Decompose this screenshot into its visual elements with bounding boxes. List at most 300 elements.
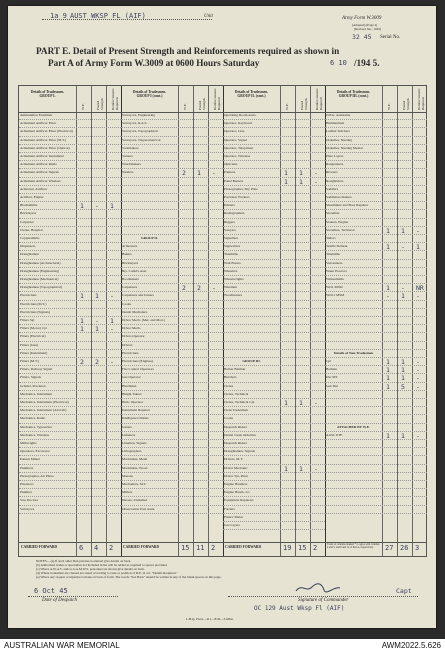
table-row <box>325 292 427 300</box>
trade-label: Woodturners <box>224 293 242 298</box>
trade-label: Mechanics, Instrument (Aircraft) <box>20 408 67 413</box>
table-row <box>121 489 223 497</box>
trade-label: Fitters, Railway Signal <box>20 367 53 372</box>
cell-we: 1 <box>386 382 390 391</box>
table-row <box>223 399 325 407</box>
trade-label: Bricklayers <box>20 211 37 216</box>
cell-posted: - <box>95 317 99 325</box>
notes-block <box>36 559 421 579</box>
trade-label: Nurses, Unskilled <box>122 498 148 503</box>
trade-label: Equipment Repairers <box>224 498 254 503</box>
cell-required: - <box>314 177 318 186</box>
row-rule <box>223 529 325 530</box>
form-revised: (Revised Jan., 1945) <box>354 27 382 31</box>
table-row <box>19 284 121 292</box>
trade-label: Mechanics, Instrument (Electrical) <box>20 400 69 404</box>
table-row <box>19 219 121 227</box>
column-header-details <box>121 90 178 98</box>
table-row <box>223 284 325 292</box>
table-row <box>223 473 325 481</box>
carried-forward-label: Totals of columns marked * to agree with columns 4 and 5, and 6 and 12 of Part A, respectively. <box>327 543 380 549</box>
table-row <box>121 178 223 186</box>
trade-label: Stokers, Engine <box>326 219 349 224</box>
form-adapted: (Adapted) (Page 2) <box>352 23 378 27</box>
trade-label: Photographer, Dry Plate <box>224 186 258 191</box>
table-row <box>325 145 427 153</box>
table-row <box>19 210 121 218</box>
cell-posted: 1 <box>401 292 405 301</box>
trade-label: Gen Dut <box>326 383 338 388</box>
trade-label: Welders <box>122 170 134 175</box>
table-row <box>19 243 121 251</box>
trade-label: Tinsmiths <box>224 252 238 257</box>
cell-required: 1 <box>416 243 420 252</box>
table-row <box>121 235 223 243</box>
trade-label: Fitters' Mates <box>224 514 244 519</box>
column-header-we: W.E. <box>387 103 391 110</box>
trade-label: Batman <box>326 367 337 372</box>
form-name: Army Form W.3009 <box>342 16 382 21</box>
trade-label: Armament Artificer Fitter (Electrical) <box>20 129 73 134</box>
trade-label: GROUP II. <box>141 236 158 240</box>
table-row <box>121 497 223 505</box>
trade-label: Armourer, Artificer <box>20 186 48 191</box>
table-row <box>19 227 121 235</box>
cell-posted: - <box>95 202 99 211</box>
total-value: 2 <box>109 544 114 552</box>
trade-label: Saddlers <box>326 186 339 191</box>
unit-underline <box>42 19 212 20</box>
cell-posted: 1 <box>95 325 99 334</box>
despatch-underline <box>28 596 118 597</box>
trade-label: Signallers <box>224 236 238 240</box>
cell-required: - <box>314 169 318 178</box>
cell-we: 1 <box>386 243 390 252</box>
table-row <box>121 210 223 218</box>
column-header-posted: Posted Strength. <box>402 97 410 110</box>
trade-label: Fitters Sgt <box>20 318 35 322</box>
table-row <box>223 260 325 268</box>
trade-label: Driver Mechanic <box>224 465 248 470</box>
table-row <box>325 473 427 481</box>
trade-label: Mechanics, Wireless <box>20 432 49 437</box>
total-value: 2 <box>313 544 318 552</box>
column-header-details <box>19 90 76 98</box>
trade-label: Coppersmiths <box>20 236 40 240</box>
table-row <box>325 202 427 210</box>
trade-label: Driver Mech. (Met. and Mod.) <box>122 318 165 322</box>
table-row <box>121 292 223 300</box>
table-row <box>325 424 427 432</box>
trade-label: Draughtsmen <box>20 252 39 257</box>
cell-we: 1 <box>284 169 288 178</box>
trade-label: Driver-Operator <box>122 334 145 339</box>
trade-label: Draughtsmen, Signals <box>224 449 255 454</box>
trade-label: Carpenters <box>122 285 138 290</box>
carried-forward-label: CARRIED FORWARD <box>225 545 262 549</box>
table-row <box>19 112 121 120</box>
trade-label: Storemen, Technical <box>326 227 355 232</box>
table-row <box>19 374 121 382</box>
column-header-posted: Posted Strength. <box>300 97 308 110</box>
cell-required: - <box>110 358 114 366</box>
cell-required: NR <box>416 284 424 293</box>
trade-label: Dental Mechanics <box>122 309 148 314</box>
signature-underline <box>228 596 418 597</box>
table-row <box>223 489 325 497</box>
total-value: 3 <box>415 544 420 552</box>
table-row <box>325 194 427 202</box>
trade-label: Tinsmiths <box>326 252 340 257</box>
printer-imprint: L.H.Q. Press—411—8/45—3120m. <box>186 617 234 621</box>
trade-label: Mechanics, Instrument <box>20 391 53 396</box>
table-row <box>223 178 325 186</box>
table-row <box>223 333 325 341</box>
trade-label: AASC PTE <box>326 432 343 437</box>
unit-number: 1a 9 <box>50 12 67 20</box>
table-row <box>223 251 325 259</box>
table-row <box>223 112 325 120</box>
table-row <box>325 465 427 473</box>
signature-label: Signature of Commander <box>298 598 349 603</box>
table-row <box>19 506 121 514</box>
cell-required: - <box>416 226 420 235</box>
trade-label: Painters <box>224 170 236 175</box>
table-row <box>19 292 121 300</box>
cell-we: 1 <box>284 177 288 186</box>
table-row <box>325 432 427 440</box>
cell-required: - <box>416 382 420 391</box>
trade-label: Millers <box>122 490 133 495</box>
table-row <box>19 260 121 268</box>
trade-label: Drivers, M.T. <box>224 457 243 462</box>
cell-required: - <box>416 292 420 301</box>
trade-label: Electricians <box>20 293 37 298</box>
table-row <box>121 161 223 169</box>
cell-we: 1 <box>80 202 84 211</box>
trade-label: Rangetakers <box>326 162 344 167</box>
trade-label: Armament Artificer Fitter (Optical) <box>20 145 70 150</box>
trade-label: Hollo Operator <box>122 400 144 404</box>
trade-label: Dispensers <box>20 244 36 249</box>
table-row <box>121 399 223 407</box>
table-row <box>223 350 325 358</box>
column-header-posted: Posted Strength. <box>96 97 104 110</box>
table-row <box>19 301 121 309</box>
total-value: 27 <box>385 544 394 552</box>
trade-label: Machinists, Wood <box>122 465 148 470</box>
trade-label: Fitters (Instrument) <box>20 350 48 355</box>
cell-required: - <box>416 358 420 366</box>
trade-label: WO11 MSM <box>326 293 345 298</box>
table-row <box>121 415 223 423</box>
cell-posted: 1 <box>299 399 303 407</box>
column-header-we: W.E. <box>285 103 289 110</box>
trade-label: Wheelers <box>224 268 238 273</box>
table-row <box>121 391 223 399</box>
cell-we: 1 <box>386 358 390 366</box>
cell-required: - <box>212 169 216 178</box>
trade-label: Operator, Signal <box>224 137 247 142</box>
trade-label: Saw Doctors <box>20 498 38 503</box>
trade-label: Hatchmen <box>122 383 137 388</box>
table-row <box>223 120 325 128</box>
table-row <box>325 153 427 161</box>
table-row <box>121 145 223 153</box>
table-row <box>121 309 223 317</box>
trade-label: Pattern Maker <box>20 457 40 462</box>
cell-posted: 1 <box>401 366 405 375</box>
table-row <box>121 219 223 227</box>
trade-label: Operator, Line <box>224 129 245 134</box>
trade-label: Printers <box>224 203 235 208</box>
cell-posted: 1 <box>299 464 303 473</box>
trade-label: Ammunition Examiner <box>20 113 53 117</box>
cell-we: 2 <box>182 284 186 293</box>
trade-label: Clerks, Hospital <box>20 227 43 232</box>
table-row <box>121 120 223 128</box>
trade-label: Engine Hands, I.C. <box>224 490 251 495</box>
cell-posted: 2 <box>95 358 99 366</box>
table-row <box>19 268 121 276</box>
table-row <box>223 325 325 333</box>
trade-label: Turners <box>122 154 133 158</box>
table-row <box>223 440 325 448</box>
trade-label: Clerks, Technical Cpl <box>224 400 255 404</box>
table-row <box>19 456 121 464</box>
table-row <box>223 128 325 136</box>
table-row <box>121 112 223 120</box>
trade-label: Cpl <box>326 359 332 363</box>
trade-label: Surveyors, R.A.S. <box>122 121 148 126</box>
table-row <box>223 481 325 489</box>
trade-label: Draughtsmen (Mechanical) <box>20 277 59 281</box>
trade-label: Photographer, Air Photo <box>20 473 54 478</box>
table-row <box>121 227 223 235</box>
trade-label: Intelligence Duties <box>122 416 149 421</box>
table-row <box>121 137 223 145</box>
table-row <box>223 317 325 325</box>
trade-label: Farriers <box>224 506 235 511</box>
trade-label: Despatch Riders <box>224 441 248 445</box>
table-row <box>325 415 427 423</box>
table-row <box>121 407 223 415</box>
trade-label: GROUP III. <box>242 359 261 363</box>
cell-required: - <box>110 292 114 301</box>
table-row <box>325 235 427 243</box>
table-row <box>223 497 325 505</box>
table-row <box>19 366 121 374</box>
trade-label: Artificer, Engine <box>20 195 44 199</box>
table-row <box>121 276 223 284</box>
trade-label: Electricians <box>122 350 139 355</box>
header-group-text: GROUP II. (cont.) <box>237 94 266 99</box>
table-row <box>121 473 223 481</box>
table-row <box>121 374 223 382</box>
trade-label: Roughriders <box>326 178 344 183</box>
cell-we: 1 <box>386 366 390 375</box>
table-row <box>121 333 223 341</box>
cell-posted: 1 <box>299 177 303 186</box>
cell-we: 1 <box>386 374 390 383</box>
cell-posted: 1 <box>401 374 405 383</box>
header-group-text: GROUP III. (cont.) <box>338 94 369 99</box>
header-group-text: GROUP I. <box>39 94 56 99</box>
trade-label: Saddletree makers <box>326 195 352 199</box>
cell-we: 2 <box>182 169 186 178</box>
trade-label: Orderlies, Nursing Mental <box>326 145 363 150</box>
note-d: (d) Where tradesmen are classed are stated according to rates or position of R.E. in col. "Details Required." <box>36 571 178 575</box>
column-header-required: Reinforcements Required. <box>417 88 425 110</box>
table-row <box>19 169 121 177</box>
table-row <box>325 440 427 448</box>
trade-label: Surveyors <box>20 506 35 511</box>
table-row <box>19 194 121 202</box>
trade-label: Watchmakers <box>122 162 141 167</box>
unit-label: Unit <box>204 14 213 19</box>
table-row <box>19 342 121 350</box>
column-header-we: W.E. <box>183 103 187 110</box>
table-row <box>325 120 427 128</box>
table-row <box>325 186 427 194</box>
trade-label: Textile Deftask <box>326 244 348 249</box>
column-header-we: W.E. <box>81 103 85 110</box>
table-row <box>19 317 121 325</box>
table-row <box>223 153 325 161</box>
trade-label: Operating Room Assts. <box>224 113 257 117</box>
column-header-details <box>223 90 280 98</box>
table-row <box>223 227 325 235</box>
total-value: 15 <box>298 544 307 552</box>
trade-label: Machinists, Metal <box>122 457 148 462</box>
trade-label: Limeners <box>122 432 136 437</box>
trade-label: Electricians (M.T.) <box>20 301 47 306</box>
trade-label: Linemen, Signals <box>122 441 147 445</box>
table-row <box>19 235 121 243</box>
trade-label: Operators, Excavator <box>20 449 50 454</box>
table-row <box>223 456 325 464</box>
trade-label: Bootmakers <box>122 277 139 281</box>
table-row <box>19 350 121 358</box>
caption-right: AWM2022.5.626 <box>381 641 441 650</box>
trade-label: Precision Workers <box>224 195 250 199</box>
table-row <box>325 309 427 317</box>
trade-label: Opticians <box>224 162 238 167</box>
cell-required: - <box>212 284 216 293</box>
despatch-date: 6 Oct 45 <box>34 587 68 595</box>
total-value: 2 <box>211 544 216 552</box>
carried-forward-label: CARRIED FORWARD <box>123 545 160 549</box>
trade-label: Lithographers <box>122 449 142 454</box>
strength-table <box>18 85 427 557</box>
table-row <box>121 465 223 473</box>
serial-label: Serial No. <box>380 35 401 40</box>
trade-label: O.P.G. Assistants <box>326 113 351 117</box>
table-row <box>325 161 427 169</box>
trade-label: Cooks <box>224 416 233 421</box>
table-row <box>19 186 121 194</box>
table-row <box>19 383 121 391</box>
table-row <box>121 350 223 358</box>
trade-label: Operator, Wireless <box>224 154 251 158</box>
trade-label: Armament Artificer Fitter (M.T.) <box>20 137 67 142</box>
trade-label: Cooks <box>122 301 131 306</box>
table-row <box>325 497 427 505</box>
table-row <box>325 112 427 120</box>
table-row <box>325 276 427 284</box>
table-row <box>223 514 325 522</box>
row-rule <box>325 513 427 514</box>
table-row <box>19 473 121 481</box>
table-row <box>19 448 121 456</box>
cell-we: 1 <box>284 399 288 407</box>
trade-label: Draughtsmen (Topographical) <box>20 285 63 290</box>
table-row <box>121 243 223 251</box>
trade-label: Plumbers <box>20 465 34 470</box>
title-line-2: Part A of Army Form W.3009 at 0600 Hours Saturday <box>48 58 260 68</box>
total-value: 11 <box>196 544 205 552</box>
table-row <box>121 317 223 325</box>
cell-required: 1 <box>110 317 114 325</box>
trade-label: Signwriters <box>224 244 241 249</box>
table-row <box>223 301 325 309</box>
title-line-1: PART E. Detail of Present Strength and Reinforcements required as shown in <box>36 46 340 56</box>
table-row <box>223 161 325 169</box>
table-row <box>325 456 427 464</box>
table-row <box>325 399 427 407</box>
header-details-text: Details of Tradesmen. <box>234 90 269 94</box>
row-rule <box>19 513 121 514</box>
trade-label: Clerks <box>224 383 234 388</box>
table-row <box>223 194 325 202</box>
trade-label: WO1 MSM <box>326 285 343 290</box>
trade-label: Operator, Teleprinter <box>224 145 254 150</box>
table-row <box>19 309 121 317</box>
table-row <box>121 128 223 136</box>
cell-required: - <box>314 399 318 407</box>
table-row <box>223 391 325 399</box>
table-row <box>223 366 325 374</box>
trade-label: Bricklayers <box>122 260 139 265</box>
table-row <box>223 137 325 145</box>
trade-label: Driver Mech. <box>122 326 141 331</box>
table-row <box>223 424 325 432</box>
commander-unit-stamp: OC 129 Aust Wksp Fl (AIF) <box>254 605 345 612</box>
table-row <box>325 219 427 227</box>
trade-label: Clerk Tradesmen <box>224 408 249 413</box>
trade-label: Surveyors, Topographical <box>122 129 159 134</box>
table-row <box>121 169 223 177</box>
table-row <box>223 358 325 366</box>
cell-we: 1 <box>80 325 84 334</box>
table-row <box>19 251 121 259</box>
table-row <box>121 506 223 514</box>
trade-label: Barber Batman <box>224 367 246 372</box>
trade-label: Mechanists, M.T. <box>122 482 147 486</box>
table-row <box>19 161 121 169</box>
commander-signature <box>294 581 342 595</box>
table-row <box>19 358 121 366</box>
table-row <box>121 268 223 276</box>
table-row <box>325 178 427 186</box>
table-row <box>223 169 325 177</box>
total-value: 26 <box>400 544 409 552</box>
trade-label: Fitters (M.T.) <box>20 359 39 363</box>
trade-label: Panel Beaters <box>224 178 244 183</box>
caption-left: AUSTRALIAN WAR MEMORIAL <box>4 641 120 650</box>
cell-we: 1 <box>284 464 288 473</box>
trade-label: Toolmakers <box>122 145 139 150</box>
